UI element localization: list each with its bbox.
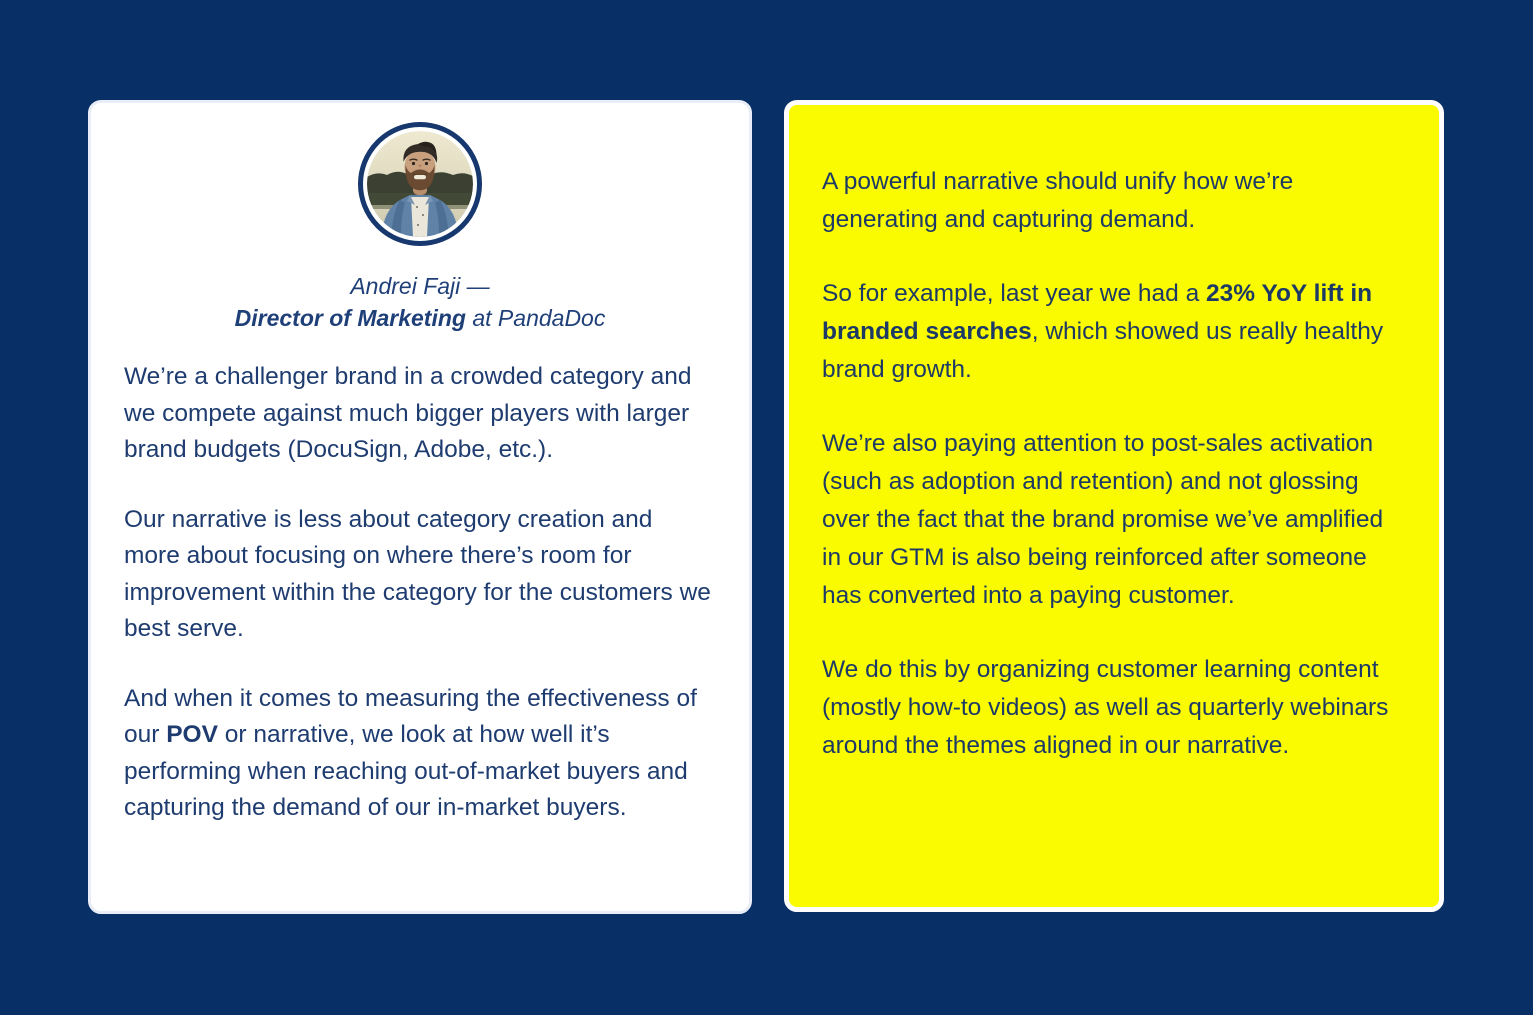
- testimonial-text-left: [91, 359, 749, 827]
- person-title-role: Director of Marketing: [234, 305, 466, 331]
- paragraph: And when it comes to measuring the effectiveness of our POV or narrative, we look at how well it’s performing when reaching out-of-market buyers and capturing the demand of our in-market buyers.: [124, 684, 697, 821]
- person-title-company: at PandaDoc: [465, 305, 606, 331]
- person-block: [91, 270, 749, 334]
- paragraph: A powerful narrative should unify how we’re generating and capturing demand.: [822, 168, 1294, 233]
- paragraph: We do this by organizing customer learning content (mostly how-to videos) as well as quarterly webinars around the themes aligned in our narrative.: [822, 656, 1389, 759]
- person-name: Andrei Faji —: [350, 273, 490, 299]
- paragraph: We’re a challenger brand in a crowded category and we compete against much bigger players with larger brand budgets (DocuSign, Adobe, etc.).: [124, 363, 692, 463]
- paragraph: So for example, last year we had a 23% YoY lift in branded searches, which showed us really healthy brand growth.: [822, 280, 1384, 383]
- paragraph: Our narrative is less about category creation and more about focusing on where there’s room for improvement within the category for the customers we best serve.: [124, 505, 711, 642]
- person-title: [91, 302, 749, 334]
- testimonial-card-left: [88, 100, 752, 914]
- person-portrait-photo-icon: [367, 131, 473, 237]
- testimonial-card-right: [784, 100, 1444, 912]
- paragraph: We’re also paying attention to post-sales activation (such as adoption and retention) and not glossing over the fact that the brand promise we’ve amplified in our GTM is also being reinforced after someone has converted into a paying customer.: [822, 430, 1384, 609]
- avatar: [358, 122, 482, 246]
